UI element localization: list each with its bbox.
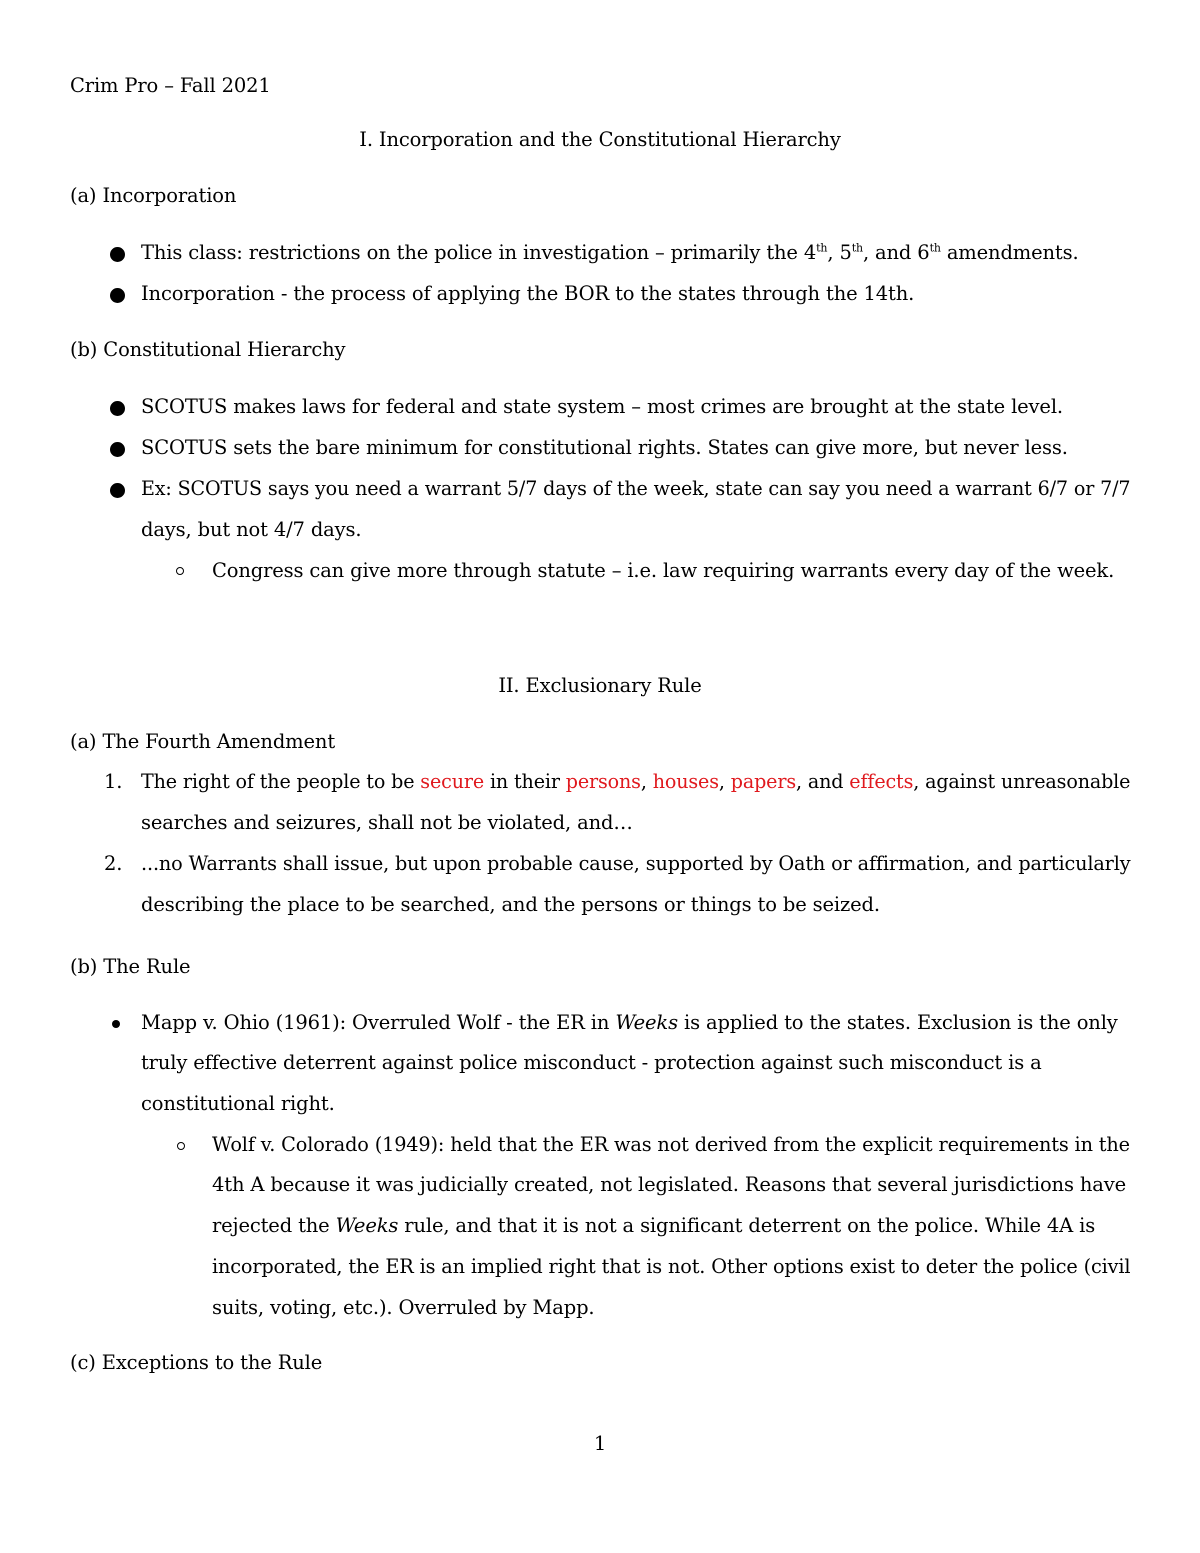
sub-bullet-congress: Congress can give more through statute – i.e. law requiring warrants every day of the week. [212, 559, 1115, 582]
mapp-v-ohio-line1: Mapp v. Ohio (1961): Overruled Wolf - the ER in Weeks is applied to the states. Exclusion is the only [141, 1011, 1118, 1034]
fourth-amendment-clause-2-line1: ...no Warrants shall issue, but upon probable cause, supported by Oath or affirmation, and particularly [141, 852, 1131, 875]
wolf-v-colorado-line1: Wolf v. Colorado (1949): held that the ER was not derived from the explicit requirements in the [212, 1133, 1130, 1156]
mapp-v-ohio-line3: constitutional right. [141, 1092, 335, 1115]
list-number-1: 1. [104, 770, 123, 793]
bullet-icon [112, 1020, 120, 1028]
bullet-icon [110, 288, 125, 303]
bullet-icon [110, 401, 125, 416]
section-2-title: II. Exclusionary Rule [498, 674, 702, 697]
bullet-scotus-laws: SCOTUS makes laws for federal and state system – most crimes are brought at the state level. [141, 395, 1063, 418]
bullet-warrant-example-line2: days, but not 4/7 days. [141, 518, 362, 541]
wolf-v-colorado-line2: 4th A because it was judicially created, not legislated. Reasons that several jurisdictions have [212, 1173, 1126, 1196]
wolf-v-colorado-line3: rejected the Weeks rule, and that it is not a significant deterrent on the police. While 4A is [212, 1214, 1096, 1237]
fourth-amendment-clause-2-line2: describing the place to be searched, and the persons or things to be seized. [141, 893, 880, 916]
bullet-this-class: This class: restrictions on the police in investigation – primarily the 4th, 5th, and 6th amendments. [141, 241, 1079, 264]
wolf-v-colorado-line5: suits, voting, etc.). Overruled by Mapp. [212, 1296, 595, 1319]
subheading-incorporation: (a) Incorporation [70, 184, 237, 207]
document-header: Crim Pro – Fall 2021 [70, 74, 271, 97]
sub-bullet-circle-icon [176, 567, 184, 575]
wolf-v-colorado-line4: incorporated, the ER is an implied right that is not. Other options exist to deter the police (civil [212, 1255, 1131, 1278]
fourth-amendment-clause-1-line2: searches and seizures, shall not be violated, and… [141, 811, 633, 834]
page-number: 1 [593, 1432, 607, 1455]
list-number-2: 2. [104, 852, 123, 875]
subheading-fourth-amendment: (a) The Fourth Amendment [70, 730, 336, 753]
fourth-amendment-clause-1-line1: The right of the people to be secure in their persons, houses, papers, and effects, against unreasonable [141, 770, 1131, 793]
bullet-icon [110, 483, 125, 498]
mapp-v-ohio-line2: truly effective deterrent against police misconduct - protection against such misconduct is a [141, 1051, 1042, 1074]
bullet-incorporation-definition: Incorporation - the process of applying the BOR to the states through the 14th. [141, 282, 915, 305]
subheading-constitutional-hierarchy: (b) Constitutional Hierarchy [70, 338, 346, 361]
sub-bullet-circle-icon [177, 1142, 185, 1150]
bullet-icon [110, 442, 125, 457]
section-1-title: I. Incorporation and the Constitutional Hierarchy [359, 128, 841, 151]
bullet-icon [110, 247, 125, 262]
subheading-the-rule: (b) The Rule [70, 955, 191, 978]
bullet-scotus-minimum: SCOTUS sets the bare minimum for constitutional rights. States can give more, but never less. [141, 436, 1068, 459]
subheading-exceptions: (c) Exceptions to the Rule [70, 1351, 323, 1374]
bullet-warrant-example-line1: Ex: SCOTUS says you need a warrant 5/7 days of the week, state can say you need a warrant 6/7 or 7/7 [141, 477, 1131, 500]
